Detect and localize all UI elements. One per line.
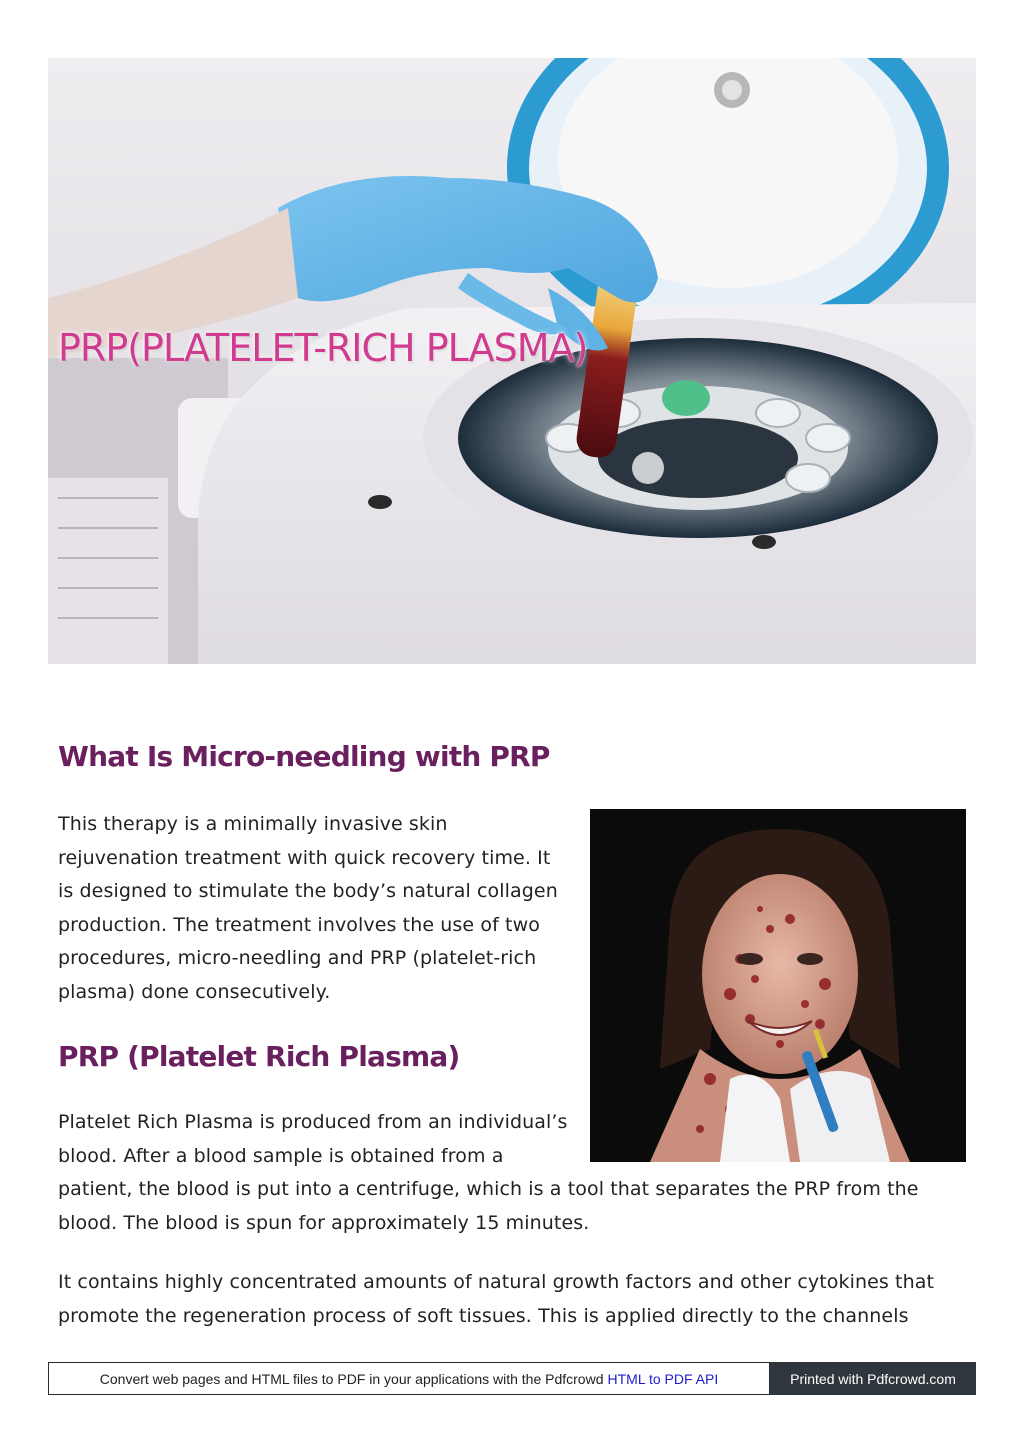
- section-heading-prp: PRP (Platelet Rich Plasma): [58, 1040, 460, 1073]
- hero-title: PRP(PLATELET-RICH PLASMA): [58, 326, 588, 370]
- text-line: blood. The blood is spun for approximately 15 minutes.: [58, 1211, 590, 1234]
- footer-convert-notice: [48, 1362, 770, 1395]
- hero-image: [48, 58, 976, 664]
- text-line: It contains highly concentrated amounts of natural growth factors and other cytokines that: [58, 1271, 935, 1293]
- text-line: rejuvenation treatment with quick recovery time. It: [58, 846, 551, 869]
- section1-paragraph: [58, 808, 558, 1010]
- text-line: procedures, micro-needling and PRP (platelet-rich: [58, 947, 537, 970]
- footer-convert-text: Convert web pages and HTML files to PDF in your applications with the Pdfcrowd: [99, 1370, 604, 1387]
- html-to-pdf-api-link[interactable]: HTML to PDF API: [607, 1370, 719, 1387]
- section2-paragraph-2: [58, 1266, 934, 1333]
- text-line: is designed to stimulate the body’s natural collagen: [58, 880, 558, 903]
- text-line: production. The treatment involves the use of two: [58, 913, 540, 936]
- printed-with-pdfcrowd-link[interactable]: Printed with Pdfcrowd.com: [770, 1362, 976, 1395]
- text-line: This therapy is a minimally invasive skin: [58, 813, 448, 835]
- text-line: plasma) done consecutively.: [58, 980, 331, 1003]
- text-line: Platelet Rich Plasma is produced from an individual’s: [58, 1111, 568, 1133]
- text-line: patient, the blood is put into a centrifuge, which is a tool that separates the PRP from the: [58, 1178, 919, 1201]
- text-line: promote the regeneration process of soft tissues. This is applied directly to the channels: [58, 1304, 909, 1327]
- text-line: blood. After a blood sample is obtained from a: [58, 1144, 504, 1167]
- section-heading-micro-needling: What Is Micro-needling with PRP: [58, 740, 550, 773]
- section2-paragraph-1: [58, 1106, 919, 1240]
- pdfcrowd-footer: [48, 1362, 976, 1395]
